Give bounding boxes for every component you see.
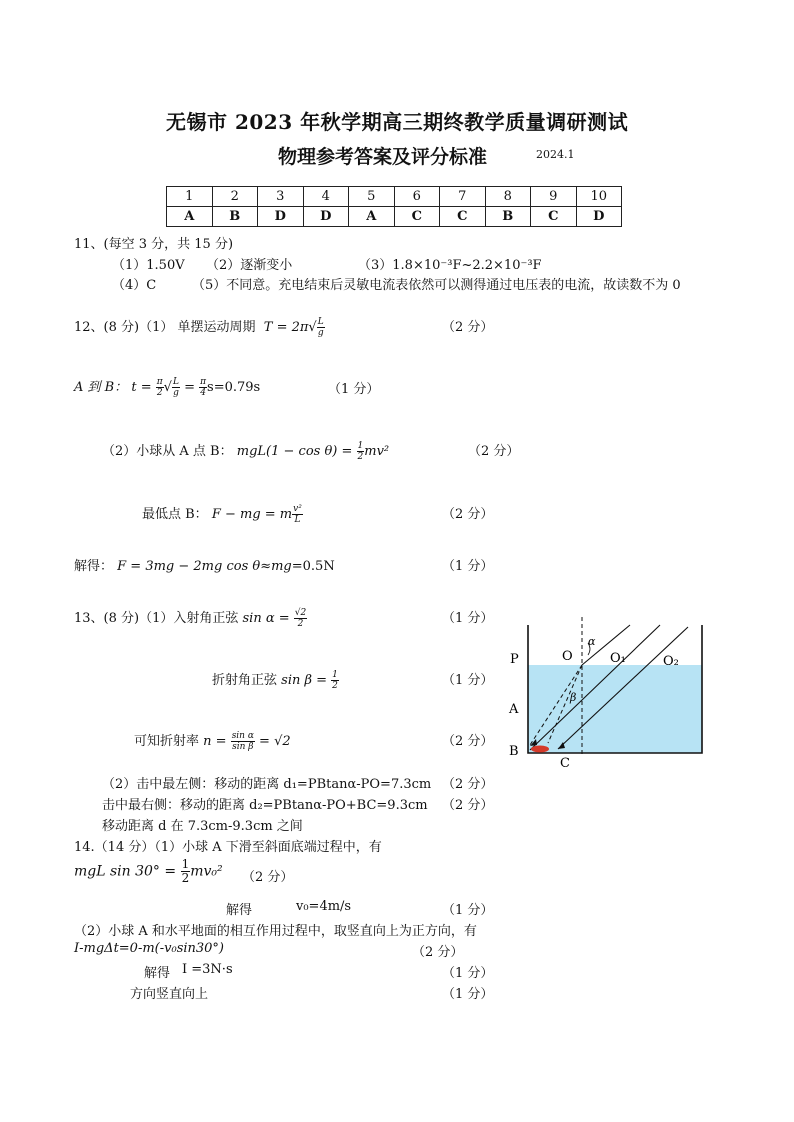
q12-line1-score: （2 分） — [442, 320, 494, 335]
q12-line2 — [74, 376, 260, 398]
label-alpha: α — [588, 635, 596, 648]
answer-cell: C — [440, 207, 486, 227]
q14-eq1-left: mgL sin 30° = — [74, 863, 177, 880]
q14-eq1-right: mv₀² — [190, 863, 223, 880]
answer-cell: B — [485, 207, 531, 227]
q13-line3-score: （2 分） — [442, 734, 494, 749]
q12-line2-result: s=0.79s — [207, 380, 261, 395]
question-number: 1 — [167, 187, 213, 207]
q12-force-formula: F − mg = m $\frac{\text{v²}}{L}$ — [211, 504, 302, 525]
q14-line1: 14.（14 分）（1）小球 A 下滑至斜面底端过程中，有 — [74, 840, 382, 855]
q12-line1 — [74, 316, 325, 338]
question-number: 4 — [303, 187, 349, 207]
q14-eq2-score: （2 分） — [412, 945, 464, 960]
q13-line1-score: （1 分） — [442, 611, 494, 626]
q13-line3 — [134, 730, 291, 752]
q12-time-formula: t = $\frac{\pi}{2}$ √ $\frac{L}{g}$ = $\frac{\pi}{4}$ — [131, 377, 207, 398]
water-region — [528, 665, 702, 753]
q12-line2-label: A 到 B： — [74, 380, 128, 395]
label-c: C — [560, 756, 570, 771]
q14-eq1-score: （2 分） — [242, 870, 294, 885]
q13-line5-score: （2 分） — [442, 798, 494, 813]
answer-cell: A — [167, 207, 213, 227]
q14-solve2-label: 解得 — [144, 966, 171, 981]
question-number: 10 — [576, 187, 622, 207]
q12-line5 — [74, 555, 335, 574]
q11-part5: （5）不同意。充电结束后灵敏电流表依然可以测得通过电压表的电流，故读数不为 0 — [192, 278, 681, 293]
label-o1: O₁ — [610, 651, 626, 666]
question-number: 8 — [485, 187, 531, 207]
question-number: 9 — [531, 187, 577, 207]
q12-line2-score: （1 分） — [328, 382, 380, 397]
q12-line4-label: 最低点 B： — [142, 507, 208, 522]
q12-line3-label: （2）小球从 A 点 B： — [102, 444, 233, 459]
q14-half-fraction: $\frac{1}{2}$ — [181, 857, 190, 885]
q12-line3-score: （2 分） — [468, 444, 520, 459]
q12-line5-result: =0.5N — [291, 559, 335, 574]
q13-line1 — [74, 607, 307, 629]
q13-index-formula: n = $\frac{\text{sin α}}{\text{sin β}}$ = √2 — [203, 731, 291, 752]
q14-solve1-label: 解得 — [226, 903, 253, 918]
q13-line6: 移动距离 d 在 7.3cm-9.3cm 之间 — [102, 819, 303, 834]
question-number: 7 — [440, 187, 486, 207]
q14-solve2-score: （1 分） — [442, 966, 494, 981]
label-beta: β — [570, 691, 577, 704]
question-number: 2 — [212, 187, 258, 207]
label-p: P — [510, 652, 519, 667]
answer-cell: B — [212, 207, 258, 227]
q13-line3-label: 可知折射率 — [134, 734, 200, 749]
document-title: 无锡市 2023 年秋学期高三期终教学质量调研测试 — [166, 110, 629, 134]
table-row — [167, 187, 622, 207]
q12-line4-score: （2 分） — [442, 507, 494, 522]
q13-line2-label: 折射角正弦 — [212, 673, 278, 688]
q11-part3: （3）1.8×10⁻³F~2.2×10⁻³F — [358, 258, 542, 273]
label-b: B — [509, 744, 519, 759]
label-o: O — [562, 649, 573, 664]
q12-energy-formula: mgL(1 − cos θ) = $\frac{1}{2}$ mv² — [236, 441, 390, 462]
q14-direction: 方向竖直向上 — [130, 987, 209, 1002]
q12-line5-label: 解得： — [74, 559, 114, 574]
q13-line2 — [212, 669, 339, 691]
q11-part1: （1）1.50V — [112, 258, 185, 273]
answer-cell: D — [303, 207, 349, 227]
label-a: A — [509, 702, 519, 717]
q14-solve2-value: I =3N·s — [182, 962, 233, 977]
q12-period-formula: T = 2π√ $\frac{L}{g}$ — [259, 317, 324, 338]
q14-eq1 — [74, 858, 223, 885]
answer-cell: A — [349, 207, 395, 227]
label-o2: O₂ — [663, 654, 679, 669]
q12-line4 — [142, 503, 303, 525]
answer-table — [166, 186, 622, 227]
q14-solve1-value: v₀=4m/s — [296, 899, 352, 914]
q13-line4: （2）击中最左侧：移动的距离 d₁=PBtanα-PO=7.3cm — [102, 777, 432, 792]
q11-part2: （2）逐渐变小 — [206, 258, 293, 273]
q11-part4: （4）C — [112, 278, 157, 293]
answer-cell: D — [576, 207, 622, 227]
q14-solve1-score: （1 分） — [442, 903, 494, 918]
q14-eq2: I-mgΔt=0-m(-v₀sin30°) — [74, 941, 225, 956]
q12-result-formula: F = 3mg − 2mg cos θ≈mg — [117, 559, 292, 574]
q14-line2: （2）小球 A 和水平地面的相互作用过程中，取竖直向上为正方向，有 — [74, 924, 477, 939]
document-date: 2024.1 — [536, 148, 575, 161]
fish-icon — [531, 746, 549, 753]
question-number: 5 — [349, 187, 395, 207]
table-row — [167, 207, 622, 227]
question-number: 6 — [394, 187, 440, 207]
q13-incidence-formula: sin α = $\frac{√2}{2}$ — [242, 608, 307, 629]
q13-line1-label: 13、(8 分)（1）入射角正弦 — [74, 611, 239, 626]
q13-line4-score: （2 分） — [442, 777, 494, 792]
answer-cell: C — [394, 207, 440, 227]
q13-line2-score: （1 分） — [442, 673, 494, 688]
q12-line5-score: （1 分） — [442, 559, 494, 574]
document-subtitle: 物理参考答案及评分标准 — [278, 146, 488, 168]
q12-line3 — [102, 440, 389, 462]
answer-cell: D — [258, 207, 304, 227]
refraction-diagram — [500, 615, 720, 775]
question-number: 3 — [258, 187, 304, 207]
answer-cell: C — [531, 207, 577, 227]
q13-refraction-formula: sin β = $\frac{1}{2}$ — [281, 670, 338, 691]
q14-direction-score: （1 分） — [442, 987, 494, 1002]
q12-line1-label: 12、(8 分)（1） 单摆运动周期 — [74, 320, 256, 335]
q13-line5: 击中最右侧：移动的距离 d₂=PBtanα-PO+BC=9.3cm — [102, 798, 428, 813]
q11-heading: 11、(每空 3 分，共 15 分) — [74, 237, 234, 252]
